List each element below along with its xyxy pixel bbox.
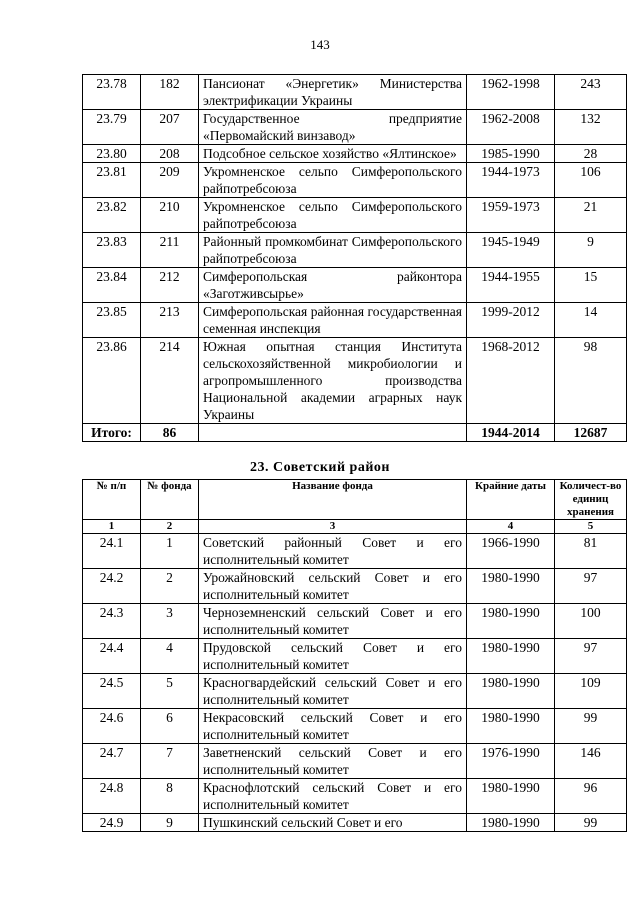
row-number: 24.4 bbox=[83, 639, 141, 674]
total-fonds: 86 bbox=[141, 424, 199, 442]
table-row bbox=[83, 145, 627, 163]
fond-number: 208 bbox=[141, 145, 199, 163]
table-top-body bbox=[83, 75, 627, 442]
fond-name: Красногвардейский сельский Совет и его исполнительный комитет bbox=[199, 674, 467, 709]
total-row bbox=[83, 424, 627, 442]
fond-name: Симферопольская райконтора «Заготживсырье» bbox=[199, 268, 467, 303]
date-range: 1944-1973 bbox=[467, 163, 555, 198]
row-number: 24.7 bbox=[83, 744, 141, 779]
date-range: 1962-2008 bbox=[467, 110, 555, 145]
column-numbers-row bbox=[83, 520, 627, 534]
row-number: 23.86 bbox=[83, 338, 141, 424]
date-range: 1968-2012 bbox=[467, 338, 555, 424]
storage-units: 100 bbox=[555, 604, 627, 639]
storage-units: 9 bbox=[555, 233, 627, 268]
storage-units: 15 bbox=[555, 268, 627, 303]
row-number: 24.6 bbox=[83, 709, 141, 744]
table-row bbox=[83, 674, 627, 709]
date-range: 1980-1990 bbox=[467, 814, 555, 832]
fond-number: 1 bbox=[141, 534, 199, 569]
fond-name: Советский районный Совет и его исполнительный комитет bbox=[199, 534, 467, 569]
row-number: 24.5 bbox=[83, 674, 141, 709]
fond-name: Южная опытная станция Института сельскохозяйственной микробиологии и агропромышленного производства Национальной академии аграрных наук Украины bbox=[199, 338, 467, 424]
storage-units: 14 bbox=[555, 303, 627, 338]
storage-units: 109 bbox=[555, 674, 627, 709]
storage-units: 132 bbox=[555, 110, 627, 145]
date-range: 1985-1990 bbox=[467, 145, 555, 163]
storage-units: 81 bbox=[555, 534, 627, 569]
row-number: 23.83 bbox=[83, 233, 141, 268]
fond-name: Прудовской сельский Совет и его исполнительный комитет bbox=[199, 639, 467, 674]
section-title: 23. Советский район bbox=[250, 460, 390, 475]
table-row bbox=[83, 268, 627, 303]
fond-number: 210 bbox=[141, 198, 199, 233]
date-range: 1980-1990 bbox=[467, 639, 555, 674]
table-bottom-body bbox=[83, 480, 627, 832]
row-number: 24.8 bbox=[83, 779, 141, 814]
total-count: 12687 bbox=[555, 424, 627, 442]
table-row bbox=[83, 534, 627, 569]
date-range: 1980-1990 bbox=[467, 779, 555, 814]
table-row bbox=[83, 163, 627, 198]
row-number: 24.1 bbox=[83, 534, 141, 569]
page-number: 143 bbox=[310, 37, 330, 52]
table-header-row bbox=[83, 480, 627, 520]
fond-number: 7 bbox=[141, 744, 199, 779]
date-range: 1999-2012 bbox=[467, 303, 555, 338]
fond-number: 9 bbox=[141, 814, 199, 832]
row-number: 23.81 bbox=[83, 163, 141, 198]
fond-name: Симферопольская районная государственная семенная инспекция bbox=[199, 303, 467, 338]
date-range: 1980-1990 bbox=[467, 674, 555, 709]
fond-name: Укромненское сельпо Симферопольского райпотребсоюза bbox=[199, 163, 467, 198]
row-number: 24.2 bbox=[83, 569, 141, 604]
header-num: № п/п bbox=[83, 480, 141, 520]
table-row bbox=[83, 744, 627, 779]
row-number: 23.84 bbox=[83, 268, 141, 303]
storage-units: 28 bbox=[555, 145, 627, 163]
fond-number: 4 bbox=[141, 639, 199, 674]
total-empty-cell bbox=[199, 424, 467, 442]
table-row bbox=[83, 75, 627, 110]
table-row bbox=[83, 814, 627, 832]
column-number: 5 bbox=[555, 520, 627, 534]
row-number: 23.79 bbox=[83, 110, 141, 145]
row-number: 23.82 bbox=[83, 198, 141, 233]
fond-number: 214 bbox=[141, 338, 199, 424]
storage-units: 99 bbox=[555, 709, 627, 744]
date-range: 1944-1955 bbox=[467, 268, 555, 303]
date-range: 1980-1990 bbox=[467, 569, 555, 604]
column-number: 4 bbox=[467, 520, 555, 534]
storage-units: 146 bbox=[555, 744, 627, 779]
table-row bbox=[83, 709, 627, 744]
fond-name: Заветненский сельский Совет и его исполнительный комитет bbox=[199, 744, 467, 779]
table-row bbox=[83, 338, 627, 424]
storage-units: 21 bbox=[555, 198, 627, 233]
table-row bbox=[83, 639, 627, 674]
fond-number: 6 bbox=[141, 709, 199, 744]
fond-number: 182 bbox=[141, 75, 199, 110]
storage-units: 97 bbox=[555, 639, 627, 674]
fond-name: Некрасовский сельский Совет и его исполнительный комитет bbox=[199, 709, 467, 744]
column-number: 2 bbox=[141, 520, 199, 534]
header-fond: № фонда bbox=[141, 480, 199, 520]
row-number: 24.3 bbox=[83, 604, 141, 639]
fond-number: 8 bbox=[141, 779, 199, 814]
fond-name: Черноземненский сельский Совет и его исполнительный комитет bbox=[199, 604, 467, 639]
date-range: 1980-1990 bbox=[467, 604, 555, 639]
fond-number: 207 bbox=[141, 110, 199, 145]
table-row bbox=[83, 233, 627, 268]
fond-name: Пансионат «Энергетик» Министерства электрификации Украины bbox=[199, 75, 467, 110]
fond-name: Урожайновский сельский Совет и его исполнительный комитет bbox=[199, 569, 467, 604]
header-name: Название фонда bbox=[199, 480, 467, 520]
date-range: 1945-1949 bbox=[467, 233, 555, 268]
storage-units: 106 bbox=[555, 163, 627, 198]
storage-units: 98 bbox=[555, 338, 627, 424]
table-row bbox=[83, 198, 627, 233]
row-number: 23.78 bbox=[83, 75, 141, 110]
column-number: 3 bbox=[199, 520, 467, 534]
fond-number: 5 bbox=[141, 674, 199, 709]
date-range: 1962-1998 bbox=[467, 75, 555, 110]
total-label: Итого: bbox=[83, 424, 141, 442]
storage-units: 96 bbox=[555, 779, 627, 814]
storage-units: 99 bbox=[555, 814, 627, 832]
fond-number: 212 bbox=[141, 268, 199, 303]
fond-name: Укромненское сельпо Симферопольского райпотребсоюза bbox=[199, 198, 467, 233]
fond-number: 211 bbox=[141, 233, 199, 268]
storage-units: 97 bbox=[555, 569, 627, 604]
fond-number: 3 bbox=[141, 604, 199, 639]
table-row bbox=[83, 569, 627, 604]
fond-name: Районный промкомбинат Симферопольского райпотребсоюза bbox=[199, 233, 467, 268]
fond-name: Подсобное сельское хозяйство «Ялтинское» bbox=[199, 145, 467, 163]
archive-table-bottom bbox=[82, 479, 627, 832]
table-row bbox=[83, 303, 627, 338]
row-number: 23.85 bbox=[83, 303, 141, 338]
date-range: 1966-1990 bbox=[467, 534, 555, 569]
fond-number: 213 bbox=[141, 303, 199, 338]
date-range: 1976-1990 bbox=[467, 744, 555, 779]
storage-units: 243 bbox=[555, 75, 627, 110]
header-dates: Крайние даты bbox=[467, 480, 555, 520]
fond-name: Государственное предприятие «Первомайский винзавод» bbox=[199, 110, 467, 145]
fond-number: 2 bbox=[141, 569, 199, 604]
table-row bbox=[83, 779, 627, 814]
table-row bbox=[83, 110, 627, 145]
fond-name: Краснофлотский сельский Совет и его исполнительный комитет bbox=[199, 779, 467, 814]
fond-name: Пушкинский сельский Совет и его bbox=[199, 814, 467, 832]
header-count: Количест-во единиц хранения bbox=[555, 480, 627, 520]
column-number: 1 bbox=[83, 520, 141, 534]
total-dates: 1944-2014 bbox=[467, 424, 555, 442]
table-row bbox=[83, 604, 627, 639]
fond-number: 209 bbox=[141, 163, 199, 198]
row-number: 24.9 bbox=[83, 814, 141, 832]
row-number: 23.80 bbox=[83, 145, 141, 163]
date-range: 1959-1973 bbox=[467, 198, 555, 233]
date-range: 1980-1990 bbox=[467, 709, 555, 744]
archive-table-top bbox=[82, 74, 627, 442]
